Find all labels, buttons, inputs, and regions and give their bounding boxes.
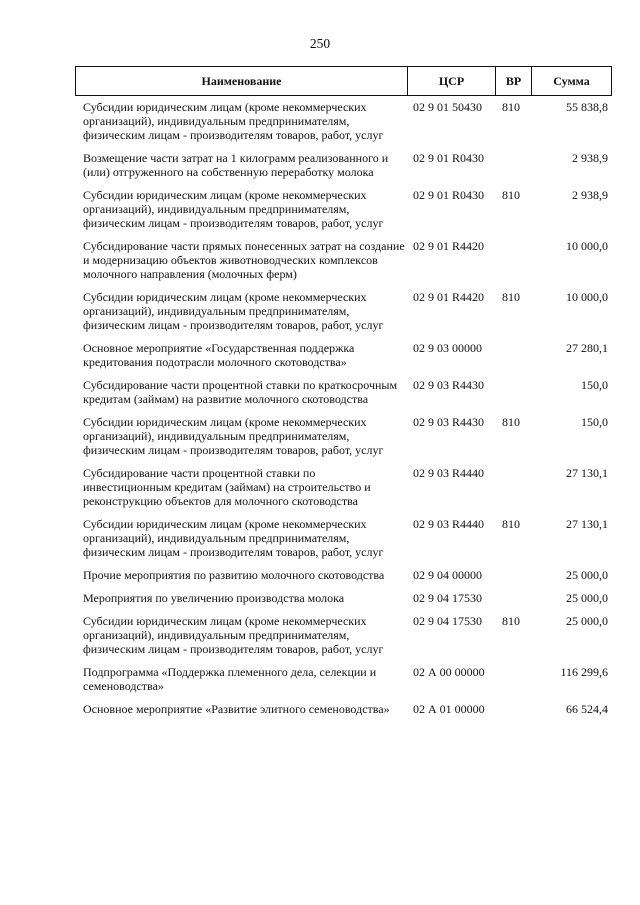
row-sum: 2 938,9 xyxy=(572,151,608,165)
row-vr xyxy=(500,466,537,508)
row-vr xyxy=(500,341,537,369)
row-name: Субсидии юридическим лицам (кроме некоммерческих организаций), индивидуальным предпринимателям, физическим лицам - производителям товаров, работ, услуг xyxy=(83,188,384,230)
row-vr xyxy=(500,568,537,582)
table-body xyxy=(83,100,608,725)
row-csr: 02 9 04 17530 xyxy=(413,614,482,628)
row-sum: 150,0 xyxy=(581,378,608,392)
table-row xyxy=(83,517,608,559)
row-sum: 27 130,1 xyxy=(566,517,608,531)
row-sum: 150,0 xyxy=(581,415,608,429)
row-name: Субсидии юридическим лицам (кроме некоммерческих организаций), индивидуальным предпринимателям, физическим лицам - производителям товаров, работ, услуг xyxy=(83,517,384,559)
row-csr: 02 9 01 R4420 xyxy=(413,290,485,304)
table-row xyxy=(83,614,608,656)
table-row xyxy=(83,378,608,406)
row-csr: 02 9 03 R4430 xyxy=(413,378,485,392)
row-csr: 02 9 04 00000 xyxy=(413,568,482,582)
row-name: Субсидирование части прямых понесенных затрат на создание и модернизацию объектов животноводческих комплексов молочного направления (молочных ферм) xyxy=(83,239,405,281)
row-sum: 10 000,0 xyxy=(566,290,608,304)
table-row xyxy=(83,100,608,142)
row-name: Субсидии юридическим лицам (кроме некоммерческих организаций), индивидуальным предпринимателям, физическим лицам - производителям товаров, работ, услуг xyxy=(83,614,384,656)
table-row xyxy=(83,665,608,693)
row-vr: 810 xyxy=(502,100,520,114)
row-sum: 2 938,9 xyxy=(572,188,608,202)
row-sum: 25 000,0 xyxy=(566,568,608,582)
row-vr: 810 xyxy=(502,188,520,202)
row-sum: 55 838,8 xyxy=(566,100,608,114)
row-vr xyxy=(500,702,537,716)
row-sum: 66 524,4 xyxy=(566,702,608,716)
row-csr: 02 А 01 00000 xyxy=(413,702,485,716)
table-header xyxy=(75,66,612,96)
row-vr xyxy=(500,151,537,179)
row-csr: 02 9 03 00000 xyxy=(413,341,482,355)
header-sum: Сумма xyxy=(553,73,590,88)
table-row xyxy=(83,702,608,716)
table-row xyxy=(83,151,608,179)
table-row xyxy=(83,341,608,369)
row-vr: 810 xyxy=(502,614,520,628)
row-csr: 02 9 01 50430 xyxy=(413,100,482,114)
row-name: Основное мероприятие «Государственная поддержка кредитования подотрасли молочного скотоводства» xyxy=(83,341,355,369)
row-csr: 02 9 01 R0430 xyxy=(413,188,485,202)
row-name: Субсидии юридическим лицам (кроме некоммерческих организаций), индивидуальным предпринимателям, физическим лицам - производителям товаров, работ, услуг xyxy=(83,290,384,332)
row-sum: 116 299,6 xyxy=(560,665,608,679)
table-row xyxy=(83,568,608,582)
row-name: Основное мероприятие «Развитие элитного семеноводства» xyxy=(83,702,390,716)
row-sum: 10 000,0 xyxy=(566,239,608,253)
row-sum: 27 130,1 xyxy=(566,466,608,480)
header-csr: ЦСР xyxy=(408,67,496,95)
row-csr: 02 9 01 R0430 xyxy=(413,151,485,165)
row-csr: 02 9 04 17530 xyxy=(413,591,482,605)
row-vr: 810 xyxy=(502,517,520,531)
row-name: Субсидии юридическим лицам (кроме некоммерческих организаций), индивидуальным предпринимателям, физическим лицам - производителям товаров, работ, услуг xyxy=(83,415,384,457)
row-name: Субсидии юридическим лицам (кроме некоммерческих организаций), индивидуальным предпринимателям, физическим лицам - производителям товаров, работ, услуг xyxy=(83,100,384,142)
header-vr: ВР xyxy=(496,67,532,95)
header-name: Наименование xyxy=(76,67,408,95)
page-number: 250 xyxy=(309,36,331,51)
row-sum: 25 000,0 xyxy=(566,591,608,605)
table-row xyxy=(83,239,608,281)
row-name: Субсидирование части процентной ставки по краткосрочным кредитам (займам) на развитие молочного скотоводства xyxy=(83,378,398,406)
row-name: Мероприятия по увеличению производства молока xyxy=(83,591,345,605)
row-name: Подпрограмма «Поддержка племенного дела, селекции и семеноводства» xyxy=(83,665,377,693)
row-sum: 27 280,1 xyxy=(566,341,608,355)
row-vr xyxy=(500,239,537,281)
row-vr xyxy=(500,378,537,406)
table-row xyxy=(83,466,608,508)
row-name: Возмещение части затрат на 1 килограмм реализованного и (или) отгруженного на собственную переработку молока xyxy=(83,151,389,179)
row-csr: 02 А 00 00000 xyxy=(413,665,485,679)
row-name: Прочие мероприятия по развитию молочного скотоводства xyxy=(83,568,385,582)
row-csr: 02 9 03 R4430 xyxy=(413,415,485,429)
row-csr: 02 9 03 R4440 xyxy=(413,517,485,531)
row-name: Субсидирование части процентной ставки по инвестиционным кредитам (займам) на строительство и реконструкцию объектов для молочного скотоводства xyxy=(83,466,371,508)
row-csr: 02 9 03 R4440 xyxy=(413,466,485,480)
table-row xyxy=(83,415,608,457)
table-row xyxy=(83,188,608,230)
row-csr: 02 9 01 R4420 xyxy=(413,239,485,253)
table-row xyxy=(83,290,608,332)
row-vr: 810 xyxy=(502,415,520,429)
row-vr: 810 xyxy=(502,290,520,304)
table-row xyxy=(83,591,608,605)
row-vr xyxy=(500,665,537,693)
row-sum: 25 000,0 xyxy=(566,614,608,628)
row-vr xyxy=(500,591,537,605)
